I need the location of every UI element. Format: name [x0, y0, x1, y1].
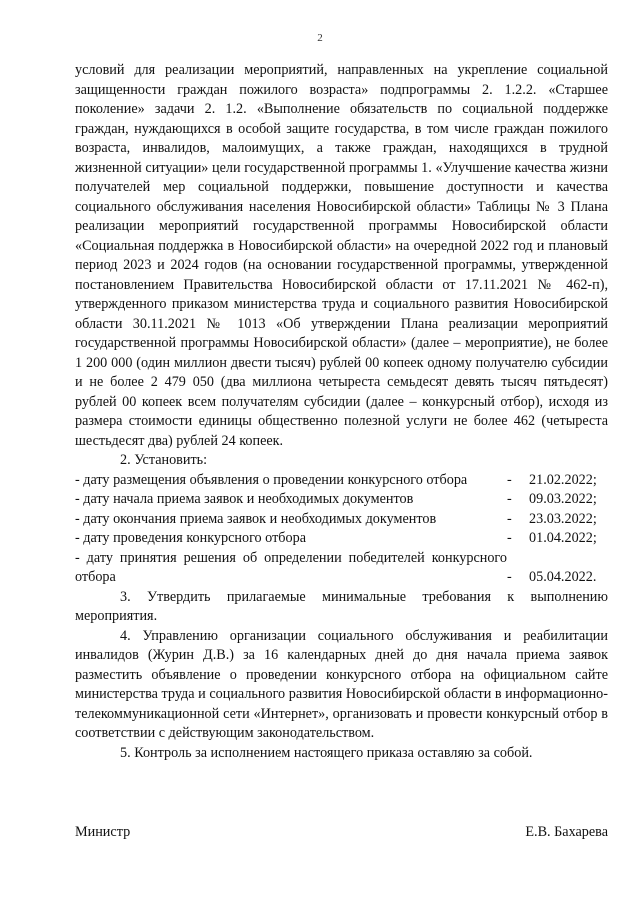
date-label: - дату проведения конкурсного отбора	[75, 530, 306, 546]
date-dash: -	[507, 510, 512, 527]
document-body	[75, 61, 608, 843]
date-value: 23.03.2022;	[529, 510, 597, 527]
date-row	[75, 471, 608, 491]
paragraph-4: 4. Управлению организации социального обслуживания и реабилитации инвалидов (Журин Д.В.) за 16 календарных дней до дня начала приема заявок разместить объявление о проведении конкурсного отбора на официальном сайте министерства труда и социального развития Новосибирской области в информационно-телекоммуникационной сети «Интернет», организовать и провести конкурсный отбор в соответствии с действующим законодательством.	[75, 627, 608, 741]
date-label: - дату начала приема заявок и необходимых документов	[75, 491, 414, 507]
paragraph-5: 5. Контроль за исполнением настоящего приказа оставляю за собой.	[120, 744, 533, 761]
dates-list	[75, 471, 608, 588]
paragraph-2-heading: 2. Установить:	[120, 452, 208, 468]
date-value: 09.03.2022;	[529, 491, 597, 507]
spacer	[75, 763, 608, 823]
signatory-name: Е.В. Бахарева	[525, 824, 608, 840]
date-row	[75, 549, 608, 588]
date-dash: -	[507, 569, 512, 585]
date-value: 21.02.2022;	[529, 471, 597, 488]
paragraph-1: условий для реализации мероприятий, направленных на укрепление социальной защищенности граждан пожилого возраста» подпрограммы 2. 1.2.2. «Старшее поколение» задачи 2. 1.2. «Выполнение обязательств по социальной поддержке граждан, нуждающихся в особой защите государства, в том числе граждан пожилого возраста, инвалидов, малоимущих, а также граждан, находящихся в трудной жизненной ситуации» цели государственной программы 1. «Улучшение качества жизни получателей мер социальной поддержки, повышение доступности и качества социального обслуживания населения Новосибирской области» Таблицы № 3 Плана реализации мероприятий государственной программы Новосибирской области «Социальная поддержка в Новосибирской области» на очередной 2022 год и плановый период 2023 и 2024 годов (на основании государственной программы, утвержденной постановлением Правительства Новосибирской области от 17.11.2021 № 462-п), утвержденного приказом министерства труда и социального развития Новосибирской области 30.11.2021 № 1013 «Об утверждении Плана реализации мероприятий государственной программы Новосибирской области» (далее – мероприятие), не более 1 200 000 (один миллион двести тысяч) рублей 00 копеек одному получателю субсидии и не более 2 479 050 (два миллиона четыреста семьдесят девять тысяч пятьдесят) рублей 00 копеек всем получателям субсидии (далее – конкурсный отбор), исходя из размера стоимости единицы общественно полезной услуги не более 462 (четыреста шестьдесят два) рублей 24 копеек.	[75, 62, 608, 449]
date-dash: -	[507, 471, 512, 488]
date-dash: -	[507, 491, 512, 507]
date-row	[75, 490, 608, 510]
date-value: 01.04.2022;	[529, 530, 597, 546]
date-value: 05.04.2022.	[529, 569, 597, 585]
page-number: 2	[317, 32, 323, 44]
signature-block	[75, 823, 608, 843]
date-label: - дату размещения объявления о проведении конкурсного отбора	[75, 471, 468, 488]
signatory-position: Министр	[75, 824, 131, 840]
paragraph-3: 3. Утвердить прилагаемые минимальные требования к выполнению мероприятия.	[75, 588, 608, 624]
date-label: - дату принятия решения об определении победителей конкурсного отбора	[75, 549, 507, 585]
date-label: - дату окончания приема заявок и необходимых документов	[75, 510, 437, 527]
date-dash: -	[507, 530, 512, 546]
date-row	[75, 510, 608, 530]
date-row	[75, 529, 608, 549]
